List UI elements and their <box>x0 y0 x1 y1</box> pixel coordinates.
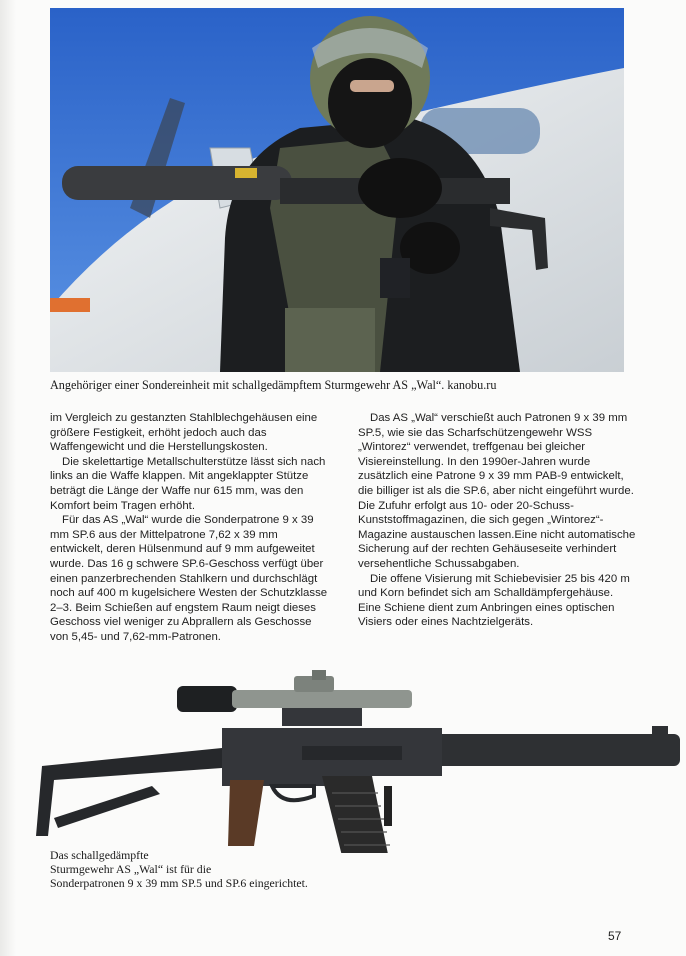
front-sight <box>652 726 668 738</box>
eye-opening <box>350 80 394 92</box>
suppressor <box>432 734 680 766</box>
photo-caption: Angehöriger einer Sondereinheit mit schallgedämpftem Sturmgewehr AS „Wal“. kanobu.ru <box>50 378 497 392</box>
paragraph: Das AS „Wal“ verschießt auch Patronen 9 x 39 mm SP.5, wie sie das Scharfschützengewehr WSS „Wintorez“ verwendet, treffgenau bei gleicher Visiereinstellung. In den 1990er-Jahren wurde zusätzlich eine Patrone 9 x 39 mm PAB-9 entwickelt, die billiger ist als die SP.6, aber nicht eingeführt wurde. Die Zufuhr erfolgt aus 10- oder 20-Schuss-Kunststoffmagazinen, die sich gegen „Wintorez“-Magazine austauschen lassen.Eine nicht automatische Sicherung auf der rechten Gehäuseseite verhindert versehentliche Schussabgaben. <box>358 412 636 570</box>
pistol-grip <box>228 780 264 846</box>
balaclava <box>328 58 412 148</box>
rifle-caption-line: Das schallgedämpfte <box>50 848 149 862</box>
rifle-caption <box>50 848 380 890</box>
rifle-suppressor <box>62 166 292 200</box>
receiver-rail <box>302 746 402 760</box>
special-forces-photo <box>50 8 624 372</box>
stock-brace <box>54 786 160 828</box>
as-val-rifle-illustration <box>32 668 682 853</box>
scope-eyepiece <box>177 686 237 712</box>
scope-body <box>232 690 412 708</box>
right-text-column <box>358 411 636 630</box>
sling-swivel <box>384 786 392 826</box>
magazine <box>322 776 390 853</box>
trigger-guard <box>272 786 314 800</box>
paragraph: Für das AS „Wal“ wurde die Sonderpatrone 9 x 39 mm SP.6 aus der Mittelpatrone 7,62 x 39 mm entwickelt, deren Hülsenmund auf 9 mm aufgeweitet wurde. Das 16 g schwere SP.6-Geschoss verfügt über einen panzerbrechenden Stahlkern und durchschlägt noch auf 400 m kugelsichere Westen der Schutzklasse 2–3. Beim Schießen auf engstem Raum neigt dieses Geschoss viel weniger zu Abprallern als Geschosse von 5,45- und 7,62-mm-Patronen. <box>50 514 328 643</box>
scope-knob <box>312 670 326 680</box>
left-text-column <box>50 411 330 645</box>
photo-illustration <box>50 8 624 372</box>
scope-mount <box>282 708 362 726</box>
paragraph: im Vergleich zu gestanzten Stahlblechgehäusen eine größere Festigkeit, erhöht jedoch auch das Waffengewicht und die Herstellungskosten. <box>50 412 318 454</box>
shoulder-patch <box>235 168 257 178</box>
paragraph: Die skelettartige Metallschulterstütze lässt sich nach links an die Waffe klappen. Mit angeklappter Stütze beträgt die Länge der Waffe nur 615 mm, was den Komfort beim Tragen erhöht. <box>50 455 326 512</box>
page-number: 57 <box>608 929 622 943</box>
rifle-caption-line: Sturmgewehr AS „Wal“ ist für die <box>50 862 212 876</box>
paragraph: Die offene Visierung mit Schiebevisier 25 bis 420 m und Korn befindet sich am Schalldämpfergehäuse. Eine Schiene dient zum Anbringen eines optischen Visiers oder eines Nachtzielgeräts. <box>358 572 630 629</box>
rifle-magazine <box>380 258 410 298</box>
vest-pouches <box>285 308 375 372</box>
page-gutter-shadow <box>0 0 16 956</box>
rifle-caption-line: Sonderpatronen 9 x 39 mm SP.5 und SP.6 eingerichtet. <box>50 876 308 890</box>
gloved-hand <box>358 158 442 218</box>
aircraft-marking <box>50 298 90 312</box>
